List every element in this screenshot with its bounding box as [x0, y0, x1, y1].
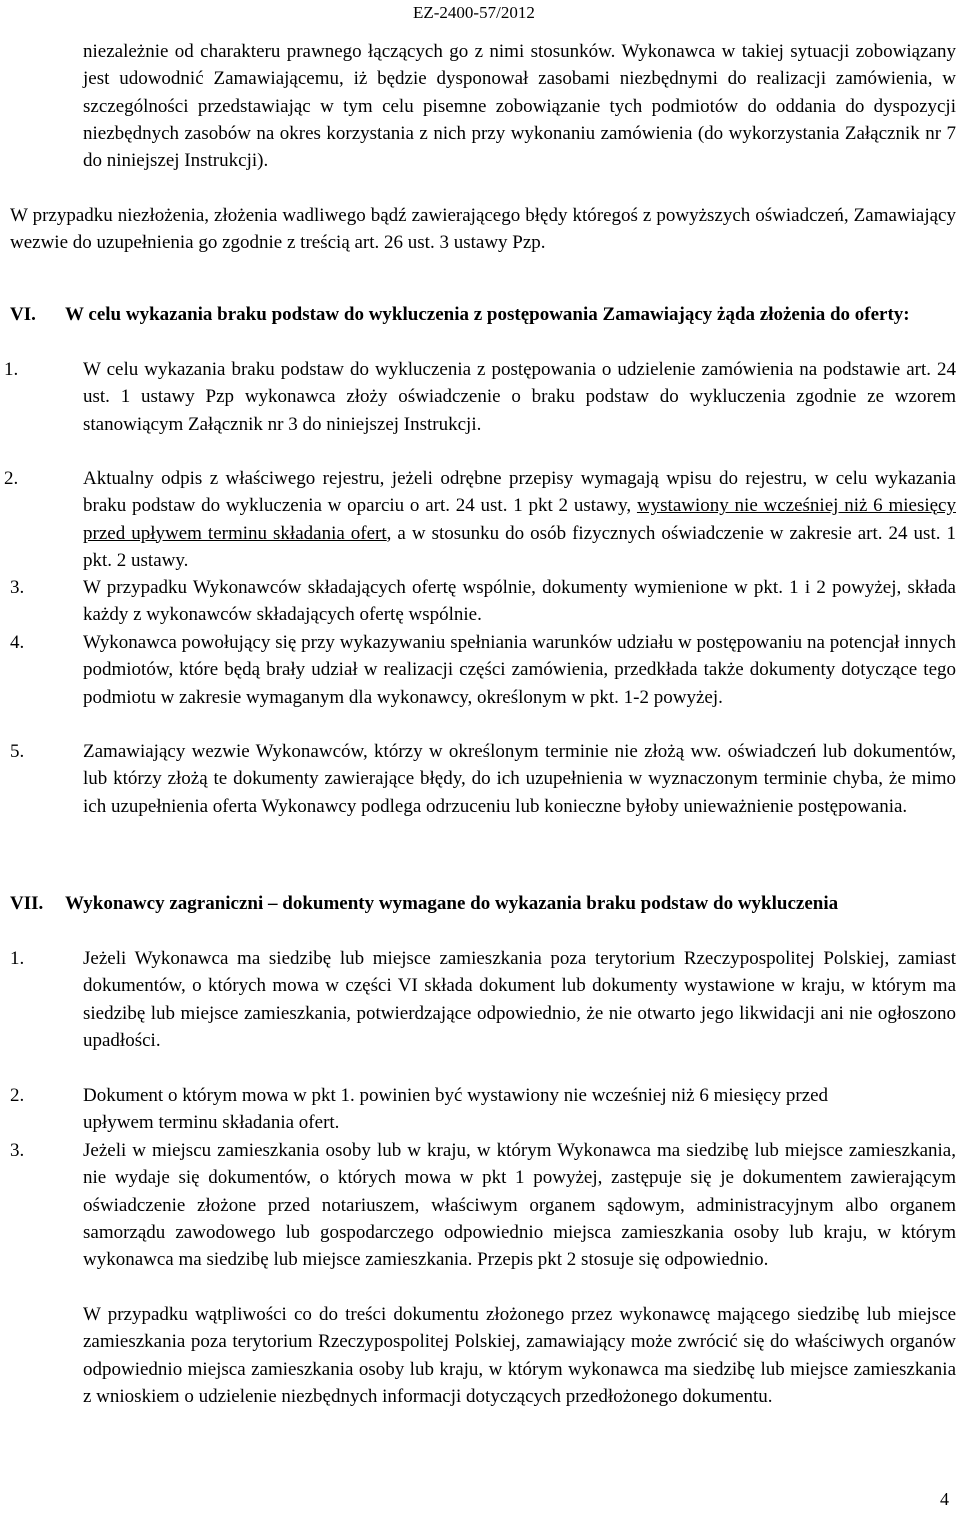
section-vii-item-1 [10, 945, 956, 1054]
intro-note-text: W przypadku niezłożenia, złożenia wadliwego bądź zawierającego błędy któregoś z powyższych oświadczeń, Zamawiający wezwie do uzupełnienia go zgodnie z treścią art. 26 ust. 3 ustawy Pzp. [10, 205, 956, 254]
item-number: 2. [4, 468, 19, 489]
section-vi-item-1 [4, 356, 956, 438]
item-number: 1. [10, 948, 25, 969]
item-number: 1. [4, 359, 19, 380]
section-vii-title: Wykonawcy zagraniczni – dokumenty wymagane do wykazania braku podstaw do wykluczenia [65, 893, 839, 914]
page-number: 4 [940, 1489, 949, 1509]
closing-text: W przypadku wątpliwości co do treści dokumentu złożonego przez wykonawcę mającego siedzibę lub miejsce zamieszkania poza terytorium Rzeczypospolitej Polskiej, zamawiający może zwrócić się do właściwych organów odpowiednio miejsca zamieszkania osoby lub kraju, w którym wykonawca ma siedzibę lub miejsce zamieszkania z wnioskiem o udzielenie niezbędnych informacji dotyczących przedłożonego dokumentu. [83, 1304, 956, 1407]
item-text: Wykonawca powołujący się przy wykazywaniu spełniania warunków udziału w postępowaniu na potencjał innych podmiotów, które będą brały udział w realizacji części zamówienia, przedkłada także dokumenty dotyczące tego podmiotu w zakresie wymaganym dla wykonawcy, określonym w pkt. 1-2 powyżej. [83, 632, 956, 708]
intro-note-paragraph [10, 202, 956, 257]
section-vi-item-3 [10, 574, 956, 629]
item-number: 4. [10, 632, 25, 653]
section-vii-item-2 [10, 1082, 956, 1137]
section-vii-number: VII. [10, 893, 44, 914]
item-number: 3. [10, 1140, 25, 1161]
item-text: Jeżeli w miejscu zamieszkania osoby lub w kraju, w którym Wykonawca ma siedzibę lub miejsce zamieszkania, nie wydaje się dokumentów, o których mowa w pkt 1 powyżej, zastępuje się je dokumentem zawierającym oświadczenie złożone przed notariuszem, właściwym organem sądowym, administracyjnym albo organem samorządu zawodowego lub gospodarczego odpowiednio miejsca zamieszkania osoby lub kraju, w którym wykonawca ma siedzibę lub miejsce zamieszkania. Przepis pkt 2 stosuje się odpowiednio. [83, 1140, 956, 1271]
section-vi-heading [10, 301, 956, 328]
item-text: Zamawiający wezwie Wykonawców, którzy w określonym terminie nie złożą ww. oświadczeń lub dokumentów, lub którzy złożą te dokumenty zawierające błędy, do ich uzupełnienia w wyznaczonym terminie chyba, że mimo ich uzupełnienia oferta Wykonawcy podlega odrzuceniu lub konieczne byłoby unieważnienie postępowania. [83, 741, 956, 817]
item-number: 5. [10, 741, 25, 762]
item-text: W celu wykazania braku podstaw do wykluczenia z postępowania o udzielenie zamówienia na podstawie art. 24 ust. 1 ustawy Pzp wykonawca złoży oświadczenie o braku podstaw do wykluczenia zgodnie ze wzorem stanowiącym Załącznik nr 3 do niniejszej Instrukcji. [83, 359, 956, 435]
item-text: Dokument o którym mowa w pkt 1. powinien być wystawiony nie wcześniej niż 6 miesięcy przed upływem terminu składania ofert. [83, 1085, 829, 1134]
section-vii-closing-paragraph [83, 1301, 956, 1410]
page-header [0, 0, 960, 30]
item-number: 3. [10, 577, 25, 598]
section-vi-item-5 [10, 738, 956, 820]
section-vi-number: VI. [10, 304, 36, 325]
item-text: Aktualny odpis z właściwego rejestru, jeżeli odrębne przepisy wymagają wpisu do rejestru, w celu wykazania braku podstaw do wykluczenia w oparciu o art. 24 ust. 1 pkt 2 ustawy, wystawiony nie wcześniej niż 6 miesięcy przed upływem terminu składania ofert, a w stosunku do osób fizycznych oświadczenie w zakresie art. 24 ust. 1 pkt. 2 ustawy. [83, 468, 956, 571]
underlined-deadline-text: wystawiony nie wcześniej niż 6 miesięcy przed upływem terminu składania ofert [83, 495, 956, 544]
section-vi-title: W celu wykazania braku podstaw do wykluczenia z postępowania Zamawiający żąda złożenia do oferty: [65, 304, 910, 325]
section-vi-item-4 [10, 629, 956, 711]
item-text: Jeżeli Wykonawca ma siedzibę lub miejsce zamieszkania poza terytorium Rzeczypospolitej Polskiej, zamiast dokumentów, o których mowa w części VI składa dokument lub dokumenty wystawione w kraju, w którym ma siedzibę lub miejsce zamieszkania, potwierdzające odpowiednio, że nie otwarto jego likwidacji ani nie ogłoszono upadłości. [83, 948, 956, 1051]
section-vii-heading [10, 890, 956, 917]
section-vii-item-3 [10, 1137, 956, 1273]
intro-text: niezależnie od charakteru prawnego łączących go z nimi stosunków. Wykonawca w takiej sytuacji zobowiązany jest udowodnić Zamawiającemu, iż będzie dysponował zasobami niezbędnymi do realizacji zamówienia, w szczególności przedstawiając w tym celu pisemne zobowiązanie tych podmiotów do oddania do dyspozycji niezbędnych zasobów na okres korzystania z nich przy wykonaniu zamówienia (do wykorzystania Załącznik nr 7 do niniejszej Instrukcji). [83, 41, 956, 172]
document-id: EZ-2400-57/2012 [413, 3, 535, 22]
item-number: 2. [10, 1085, 25, 1106]
intro-paragraph [83, 38, 956, 174]
section-vi-item-2 [4, 465, 956, 574]
item-text: W przypadku Wykonawców składających ofertę wspólnie, dokumenty wymienione w pkt. 1 i 2 powyżej, składa każdy z wykonawców składających ofertę wspólnie. [83, 577, 956, 626]
